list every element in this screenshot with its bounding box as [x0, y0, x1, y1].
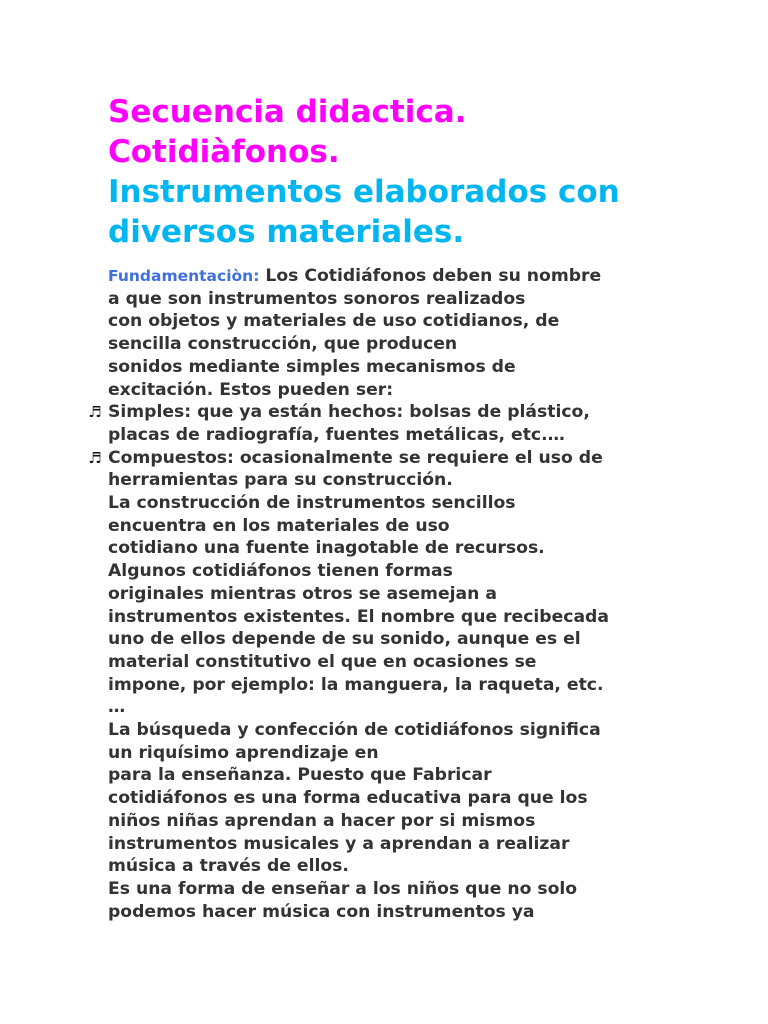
music-note-icon: ♬	[88, 448, 102, 467]
body-line: instrumentos musicales y a aprendan a realizar	[108, 833, 570, 854]
document-title	[108, 92, 748, 252]
bullet-text: Compuestos: ocasionalmente se requiere el uso de	[108, 447, 603, 468]
bullet-continuation: herramientas para su construcción.	[108, 470, 453, 491]
body-line: música a través de ellos.	[108, 856, 349, 877]
body-line: La construcción de instrumentos sencillos	[108, 493, 516, 514]
body-line: sencilla construcción, que producen	[108, 334, 458, 355]
bullet-item-compuestos	[88, 447, 758, 470]
subtitle-line-1: Instrumentos elaborados con	[108, 174, 620, 210]
body-line: cotidiáfonos es una forma educativa para que los	[108, 788, 588, 809]
bullet-text: Simples: que ya están hechos: bolsas de plástico,	[108, 402, 590, 423]
body-line: podemos hacer música con instrumentos ya	[108, 901, 535, 922]
body-line: Algunos cotidiáfonos tienen formas	[108, 561, 453, 582]
body-line: a que son instrumentos sonoros realizados	[108, 288, 526, 309]
body-line: niños niñas aprendan a hacer por si mismos	[108, 810, 536, 831]
music-note-icon: ♬	[88, 403, 102, 422]
title-line-secuencia: Secuencia didactica.	[108, 94, 467, 130]
subtitle-line-2: diversos materiales.	[108, 214, 465, 250]
bullet-item-simples	[88, 401, 758, 424]
body-line: uno de ellos depende de su sonido, aunque es el	[108, 629, 581, 650]
body-line: un riquísimo aprendizaje en	[108, 742, 379, 763]
body-line: encuentra en los materiales de uso	[108, 515, 450, 536]
body-line: impone, por ejemplo: la manguera, la raqueta, etc.	[108, 674, 604, 695]
title-line-cotidiafonos: Cotidiàfonos.	[108, 134, 340, 170]
body-line: La búsqueda y confección de cotidiáfonos significa	[108, 720, 601, 741]
body-line: cotidiano una fuente inagotable de recursos.	[108, 538, 545, 559]
body-line: material constitutivo el que en ocasiones se	[108, 651, 537, 672]
body-line: Es una forma de enseñar a los niños que no solo	[108, 878, 578, 899]
body-text	[88, 265, 758, 923]
body-line	[108, 265, 758, 288]
bullet-continuation: placas de radiografía, fuentes metálicas, etc.…	[108, 424, 565, 445]
body-line: sonidos mediante simples mecanismos de	[108, 356, 516, 377]
body-line: originales mientras otros se asemejan a	[108, 583, 497, 604]
body-line: …	[108, 697, 126, 718]
body-line: para la enseñanza. Puesto que Fabricar	[108, 765, 492, 786]
body-line: excitación. Estos pueden ser:	[108, 379, 394, 400]
body-line: con objetos y materiales de uso cotidianos, de	[108, 311, 560, 332]
body-line: instrumentos existentes. El nombre que recibecada	[108, 606, 609, 627]
fundamentacion-label: Fundamentaciòn:	[108, 267, 260, 285]
intro-text: Los Cotidiáfonos deben su nombre	[259, 266, 602, 286]
